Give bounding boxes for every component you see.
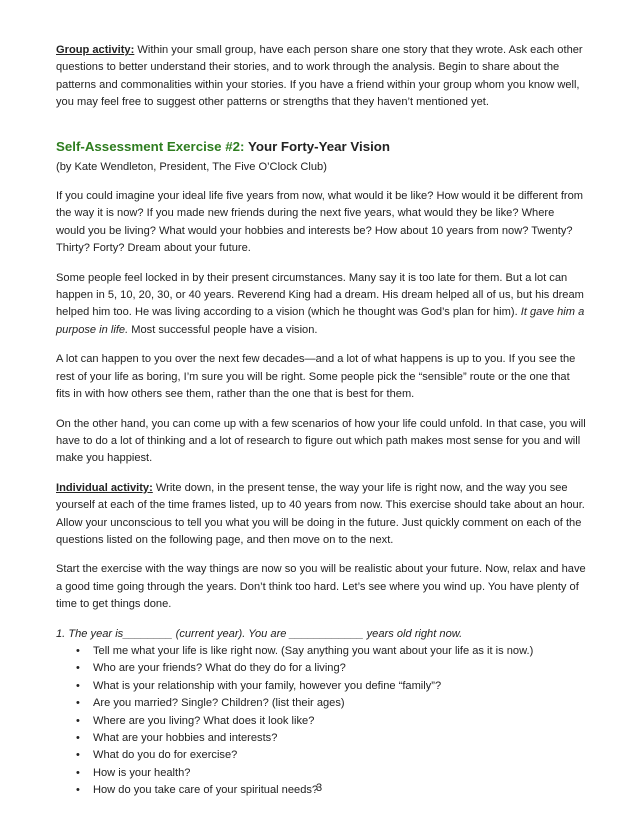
section-heading-number: Self-Assessment Exercise #2: — [56, 138, 245, 154]
bullet-icon: • — [76, 732, 80, 744]
individual-activity-paragraph — [56, 480, 586, 550]
bullet-icon: • — [76, 679, 80, 692]
decades-paragraph: A lot can happen to you over the next few decades—and a lot of what happens is up to you. If you see the rest of your life as boring, I’m sure you will be right. Some people pick the “sensible” route or the one that fits in with how others see them, rather than the one that is best for them. — [56, 353, 576, 401]
scenarios-paragraph: On the other hand, you can come up with a few scenarios of how your life could unfold. In that case, you will have to do a lot of thinking and a lot of research to figure out which path makes most sense for you and will make you happiest. — [56, 417, 586, 465]
bullet-icon: • — [76, 766, 80, 779]
list-item-text: Who are your friends? What do they do for a living? — [93, 662, 346, 675]
bullet-icon: • — [76, 714, 80, 727]
vision-paragraph — [56, 270, 586, 340]
list-item-text: Tell me what your life is like right now. (Say anything you want about your life as it is now.) — [93, 644, 534, 657]
group-activity-text: Within your small group, have each person share one story that they wrote. Ask each other questions to better understand their stories, and to work through the analysis. Begin to share about the patterns and commonalities within your stories. If you have a friend within your group whom you know well, you may feel free to suggest other patterns or strengths that they haven’t mentioned yet. — [56, 44, 583, 109]
individual-activity-label: Individual activity: — [56, 481, 153, 494]
document-page — [56, 42, 586, 800]
list-item — [56, 695, 586, 712]
list-item-text: Are you married? Single? Children? (list their ages) — [93, 697, 345, 710]
intro-paragraph: If you could imagine your ideal life five years from now, what would it be like? How would it be different from the way it is now? If you made new friends during the next five years, what would they be like? Where would you be living? What would your hobbies and interests be? How about 10 years from now? Twenty? Thirty? Forty? Dream about your future. — [56, 190, 584, 255]
list-item — [56, 678, 586, 695]
list-item — [56, 765, 586, 782]
list-item-text: Where are you living? What does it look like? — [93, 714, 315, 727]
list-item-text: How do you take care of your spiritual needs? — [93, 784, 319, 797]
section-heading — [56, 138, 586, 156]
list-item — [56, 643, 586, 660]
list-item — [56, 713, 586, 730]
vision-paragraph-text: Some people feel locked in by their present circumstances. Many say it is too late for them. But a lot can happen in 5, 10, 20, 30, or 40 years. Reverend King had a dream. His dream helped all of us, but his dream helped him too. He was living according to a vision (which he thought was God’s plan for him). — [56, 271, 584, 319]
page-number: 3 — [315, 782, 323, 794]
byline: (by Kate Wendleton, President, The Five O’Clock Club) — [56, 160, 327, 173]
question-current-year: 1. The year is________ (current year). You are ____________ years old right now. — [56, 627, 463, 640]
list-item-text: What do you do for exercise? — [93, 749, 238, 762]
bullet-icon: • — [76, 644, 80, 657]
vision-paragraph-end: Most successful people have a vision. — [128, 323, 318, 336]
bullet-icon: • — [76, 697, 80, 710]
individual-activity-text: Write down, in the present tense, the way your life is right now, and the way you see yourself at each of the time frames listed, up to 40 years from now. This exercise should take about an hour. Allow your unconscious to tell you what you will be doing in the future. Just quickly comment on each of the questions listed on the following page, and then move on to the next. — [56, 481, 585, 546]
list-item-text: What are your hobbies and interests? — [93, 732, 278, 744]
bullet-icon: • — [76, 784, 80, 797]
start-exercise-paragraph: Start the exercise with the way things are now so you will be realistic about your future. Now, relax and have a good time going through the years. Don’t think too hard. Let’s see where you wind up. You have plenty of time to get things done. — [56, 563, 586, 611]
group-activity-paragraph — [56, 42, 586, 112]
group-activity-label: Group activity: — [56, 44, 135, 56]
list-item-text: What is your relationship with your family, however you define “family”? — [93, 679, 442, 692]
list-item — [56, 660, 586, 677]
question-list — [56, 643, 586, 800]
bullet-icon: • — [76, 749, 80, 762]
list-item-text: How is your health? — [93, 766, 191, 779]
list-item — [56, 730, 586, 747]
section-heading-title: Your Forty-Year Vision — [244, 138, 391, 154]
bullet-icon: • — [76, 662, 80, 675]
list-item — [56, 747, 586, 764]
vision-paragraph-italic: It gave him a purpose in life. — [56, 306, 585, 336]
